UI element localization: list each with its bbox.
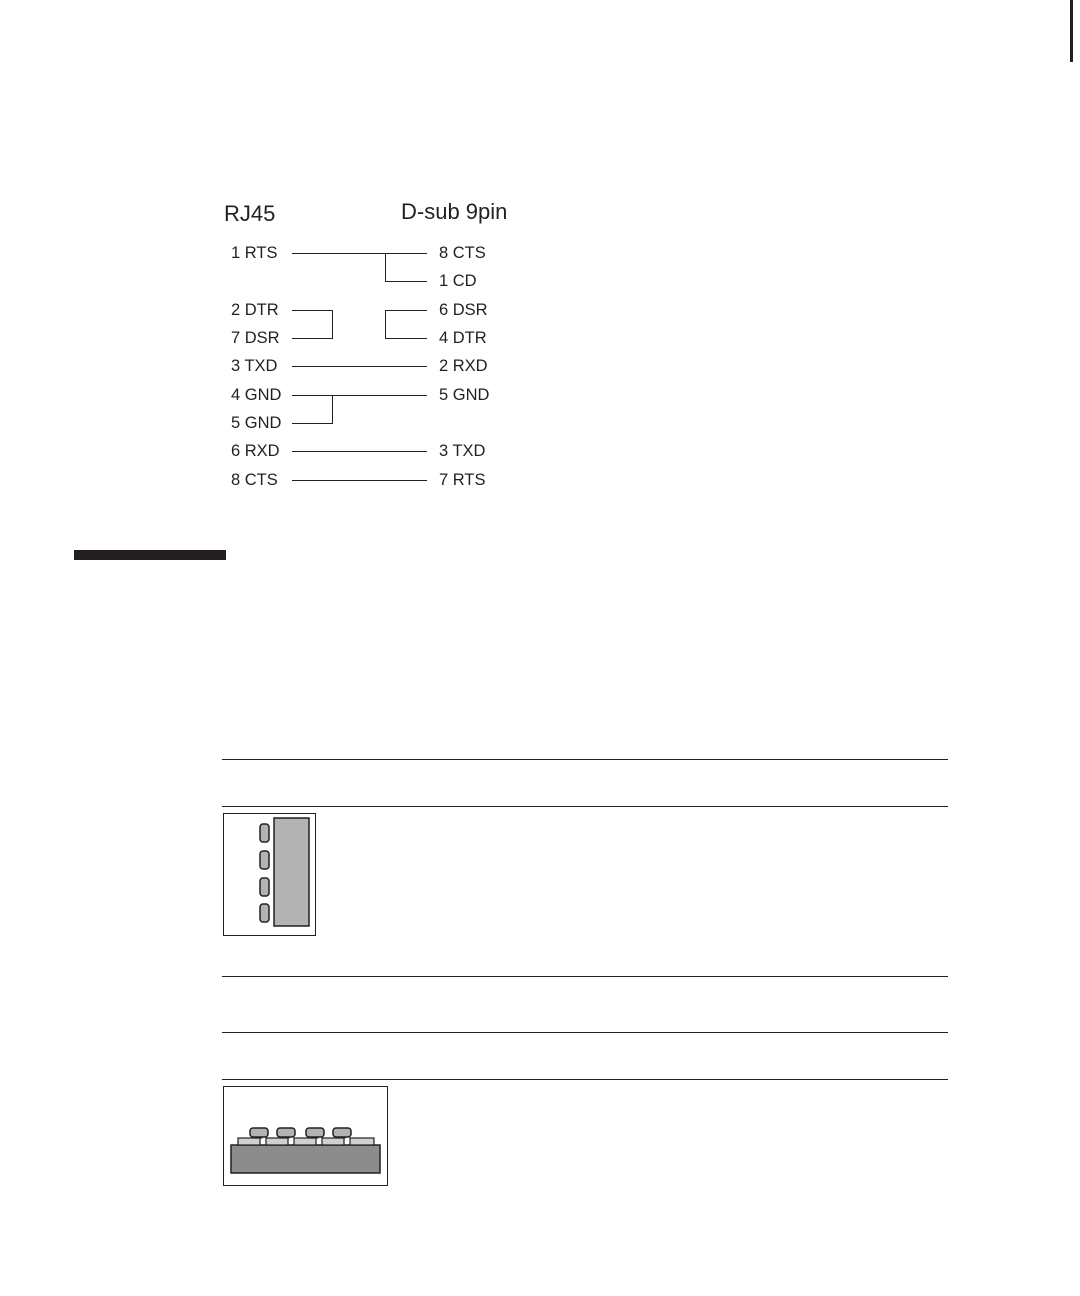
table2-top-rule [222, 1032, 948, 1033]
rj45-pin-3-txd: 3 TXD [231, 357, 278, 375]
wire-cts-rts [292, 480, 427, 481]
port-contact [350, 1138, 374, 1145]
wire-txd-rxd [292, 366, 427, 367]
rj45-pin-8-cts: 8 CTS [231, 471, 278, 489]
dsub-pin-7-rts: 7 RTS [439, 471, 486, 489]
port-pin [333, 1128, 351, 1137]
port-pin [250, 1128, 268, 1137]
port-pin [260, 878, 269, 896]
dsub-title: D-sub 9pin [401, 199, 508, 224]
wire-dsub-dsr-dtr-loop [385, 310, 386, 338]
wire-to-cd [385, 281, 427, 282]
port-pin [260, 904, 269, 922]
wire-dsr-loop-bottom [292, 338, 333, 339]
table-top-rule [222, 759, 948, 760]
rj45-pin-1-rts: 1 RTS [231, 244, 278, 262]
wire-gnd5 [292, 423, 333, 424]
wire-dsub-dsr-loop-top [385, 310, 427, 311]
port-contact [322, 1138, 344, 1145]
port-contact [294, 1138, 316, 1145]
table-header-rule [222, 806, 948, 807]
port-pin [277, 1128, 295, 1137]
port-pin [306, 1128, 324, 1137]
vertical-port-icon [224, 814, 314, 934]
wire-rts-cts [292, 253, 427, 254]
rj45-pin-5-gnd: 5 GND [231, 414, 282, 432]
wire-dtr-loop-top [292, 310, 333, 311]
table-bottom-rule [222, 976, 948, 977]
dsub-pin-6-dsr: 6 DSR [439, 301, 488, 319]
wire-rxd-txd [292, 451, 427, 452]
dsub-pin-5-gnd: 5 GND [439, 386, 490, 404]
dsub-pin-1-cd: 1 CD [439, 272, 477, 290]
rj45-pin-7-dsr: 7 DSR [231, 329, 280, 347]
dsub-pin-2-rxd: 2 RXD [439, 357, 488, 375]
rj45-pin-4-gnd: 4 GND [231, 386, 282, 404]
wire-dsub-dtr-loop-bottom [385, 338, 427, 339]
port-base [231, 1145, 380, 1173]
wire-cts-cd-bridge [385, 253, 386, 281]
rj45-title: RJ45 [224, 201, 276, 226]
page-edge-marker [1070, 0, 1073, 62]
table2-header-rule [222, 1079, 948, 1080]
wire-dtr-dsr-loop [332, 310, 333, 338]
rj45-pin-2-dtr: 2 DTR [231, 301, 279, 319]
port-contact [238, 1138, 260, 1145]
port-contact [266, 1138, 288, 1145]
port-pin [260, 851, 269, 869]
wire-gnd-bridge [332, 395, 333, 423]
wire-gnd-gnd [292, 395, 427, 396]
section-heading-bar [74, 550, 226, 560]
horizontal-port-icon [224, 1087, 386, 1184]
rj45-pin-6-rxd: 6 RXD [231, 442, 280, 460]
port-pin [260, 824, 269, 842]
port-body [274, 818, 309, 926]
vertical-connector-figure [223, 813, 316, 936]
dsub-pin-3-txd: 3 TXD [439, 442, 486, 460]
dsub-pin-4-dtr: 4 DTR [439, 329, 487, 347]
horizontal-connector-figure [223, 1086, 388, 1186]
dsub-pin-8-cts: 8 CTS [439, 244, 486, 262]
